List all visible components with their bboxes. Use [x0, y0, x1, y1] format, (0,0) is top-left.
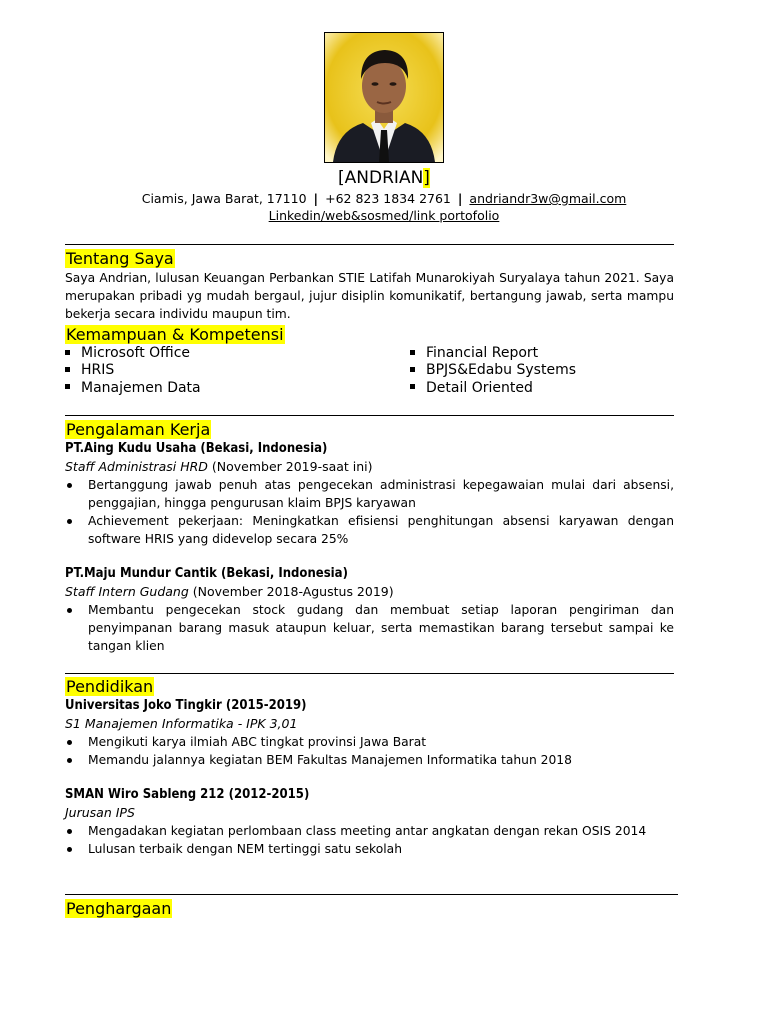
school-major: Jurusan IPS	[65, 805, 135, 820]
school-name: Universitas Joko Tingkir (2015-2019)	[65, 698, 307, 713]
school-major: S1 Manajemen Informatika - IPK 3,01	[65, 716, 298, 731]
job-bullets	[65, 601, 674, 655]
section-title-about: Tentang Saya	[66, 249, 174, 268]
skills-right-column	[410, 345, 576, 397]
section-title-experience: Pengalaman Kerja	[66, 420, 211, 439]
about-text: Saya Andrian, lulusan Keuangan Perbankan STIE Latifah Munarokiyah Suryalaya tahun 2021. Saya merupakan pribadi yg mudah bergaul, jujur disiplin komunikatif, bertangung jawab, serta mampu bekerja secara individu maupun tim.	[65, 271, 674, 321]
skill-item: Detail Oriented	[410, 380, 576, 397]
section-title-education: Pendidikan	[66, 677, 154, 696]
address: Ciamis, Jawa Barat, 17110	[141, 191, 307, 206]
list-item: Lulusan terbaik dengan NEM tertinggi satu sekolah	[65, 840, 674, 858]
job-company: PT.Maju Mundur Cantik (Bekasi, Indonesia)	[65, 566, 348, 581]
separator: |	[313, 191, 319, 206]
phone-number: +62 823 1834 2761	[325, 191, 451, 206]
school-name: SMAN Wiro Sableng 212 (2012-2015)	[65, 787, 310, 802]
list-item: Bertanggung jawab penuh atas pengecekan administrasi kepegawaian mulai dari absensi, penggajian, hingga pengurusan klaim BPJS karyawan	[65, 476, 674, 512]
section-title-awards: Penghargaan	[66, 899, 172, 918]
job-bullets	[65, 476, 674, 548]
profile-photo-image	[325, 33, 443, 162]
job-company: PT.Aing Kudu Usaha (Bekasi, Indonesia)	[65, 441, 328, 456]
school-bullets	[65, 733, 674, 769]
skill-item: BPJS&Edabu Systems	[410, 362, 576, 379]
skill-item: HRIS	[65, 362, 201, 379]
list-item: Achievement pekerjaan: Meningkatkan efisiensi penghitungan absensi karyawan dengan software HRIS yang didevelop secara 25%	[65, 512, 674, 548]
job-position: Staff Intern Gudang	[65, 584, 189, 599]
section-divider	[65, 415, 674, 416]
job-position: Staff Administrasi HRD	[65, 459, 208, 474]
job-period: (November 2019-saat ini)	[207, 459, 373, 474]
profile-photo	[324, 32, 444, 163]
job-role	[65, 583, 394, 601]
list-item: Membantu pengecekan stock gudang dan membuat setiap laporan pengiriman dan penyimpanan barang masuk ataupun keluar, serta memastikan barang tersebut sampai ke tangan klien	[65, 601, 674, 655]
list-item: Mengadakan kegiatan perlombaan class meeting antar angkatan dengan rekan OSIS 2014	[65, 822, 674, 840]
candidate-name	[0, 167, 768, 189]
section-divider	[65, 894, 678, 895]
email-link[interactable]: andriandr3w@gmail.com	[469, 191, 627, 206]
job-period: (November 2018-Agustus 2019)	[188, 584, 394, 599]
school-bullets	[65, 822, 674, 858]
skill-item: Financial Report	[410, 345, 576, 362]
portfolio-links-line	[0, 208, 768, 224]
skill-item: Manajemen Data	[65, 380, 201, 397]
list-item: Mengikuti karya ilmiah ABC tingkat provinsi Jawa Barat	[65, 733, 674, 751]
name-bracket: ]	[423, 168, 430, 188]
list-item: Memandu jalannya kegiatan BEM Fakultas Manajemen Informatika tahun 2018	[65, 751, 674, 769]
name-text: [ANDRIAN	[338, 168, 424, 188]
section-title-skills: Kemampuan & Kompetensi	[66, 325, 284, 344]
section-divider	[65, 244, 674, 245]
skills-left-column	[65, 345, 201, 397]
section-divider	[65, 673, 674, 674]
job-role	[65, 458, 373, 476]
portfolio-link[interactable]: Linkedin/web&sosmed/link portofolio	[268, 208, 500, 223]
separator: |	[457, 191, 463, 206]
contact-line	[0, 191, 768, 207]
skill-item: Microsoft Office	[65, 345, 201, 362]
